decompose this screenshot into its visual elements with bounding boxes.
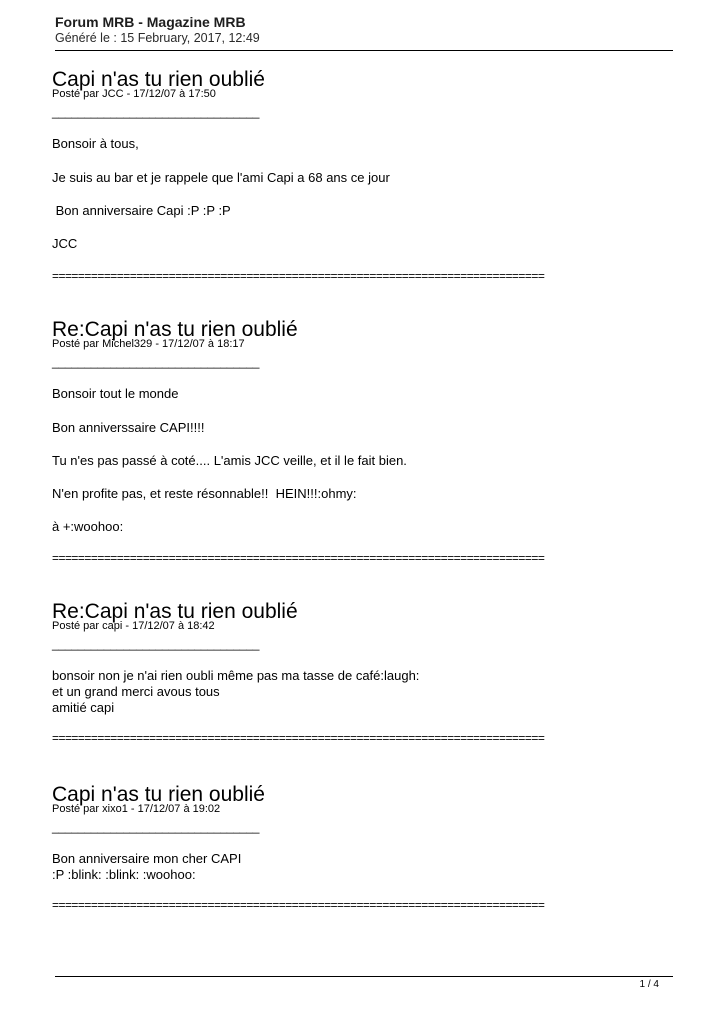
post-body-line: et un grand merci avous tous — [52, 684, 220, 699]
page-header — [55, 14, 673, 51]
post-title: Re:Capi n'as tu rien oublié — [52, 318, 298, 341]
post-meta: Posté par capi - 17/12/07 à 18:42 — [52, 620, 215, 632]
post-body-line: amitié capi — [52, 700, 115, 715]
title-underline: ________________________________ — [52, 105, 260, 119]
site-title: Forum MRB - Magazine MRB — [55, 14, 246, 30]
forum-post — [52, 602, 672, 744]
forum-post — [52, 320, 672, 564]
post-separator: ============================================================================ — [52, 269, 545, 283]
post-meta: Posté par JCC - 17/12/07 à 17:50 — [52, 88, 216, 100]
post-body-line: Bonsoir tout le monde — [52, 386, 179, 401]
post-title: Capi n'as tu rien oublié — [52, 783, 265, 806]
page-number: 1 / 4 — [639, 979, 659, 990]
forum-post — [52, 70, 672, 282]
post-body-line: à +:woohoo: — [52, 519, 124, 534]
generated-date: Généré le : 15 February, 2017, 12:49 — [55, 31, 260, 45]
post-body-line: Bonsoir à tous, — [52, 136, 139, 151]
post-body-line: Je suis au bar et je rappele que l'ami Capi a 68 ans ce jour — [52, 170, 390, 185]
title-underline: ________________________________ — [52, 820, 260, 834]
post-separator: ============================================================================ — [52, 898, 545, 912]
post-body-line: Bon anniverssaire CAPI!!!! — [52, 420, 205, 435]
title-underline: ________________________________ — [52, 355, 260, 369]
post-meta: Posté par xixo1 - 17/12/07 à 19:02 — [52, 803, 221, 815]
post-body-line: Bon anniversaire mon cher CAPI — [52, 851, 242, 866]
post-body-line: bonsoir non je n'ai rien oubli même pas ma tasse de café:laugh: — [52, 668, 420, 683]
page-footer — [55, 976, 673, 990]
post-body-line: :P :blink: :blink: :woohoo: — [52, 867, 196, 882]
post-body-line: Bon anniversaire Capi :P :P :P — [52, 203, 231, 218]
post-title: Capi n'as tu rien oublié — [52, 68, 265, 91]
post-meta: Posté par Michel329 - 17/12/07 à 18:17 — [52, 338, 245, 350]
title-underline: ________________________________ — [52, 637, 260, 651]
post-body-line: N'en profite pas, et reste résonnable!! HEIN!!!:ohmy: — [52, 486, 357, 501]
forum-post — [52, 785, 672, 911]
post-separator: ============================================================================ — [52, 551, 545, 565]
post-separator: ============================================================================ — [52, 731, 545, 745]
post-body-line: JCC — [52, 236, 78, 251]
post-body-line: Tu n'es pas passé à coté.... L'amis JCC veille, et il le fait bien. — [52, 453, 407, 468]
post-title: Re:Capi n'as tu rien oublié — [52, 600, 298, 623]
